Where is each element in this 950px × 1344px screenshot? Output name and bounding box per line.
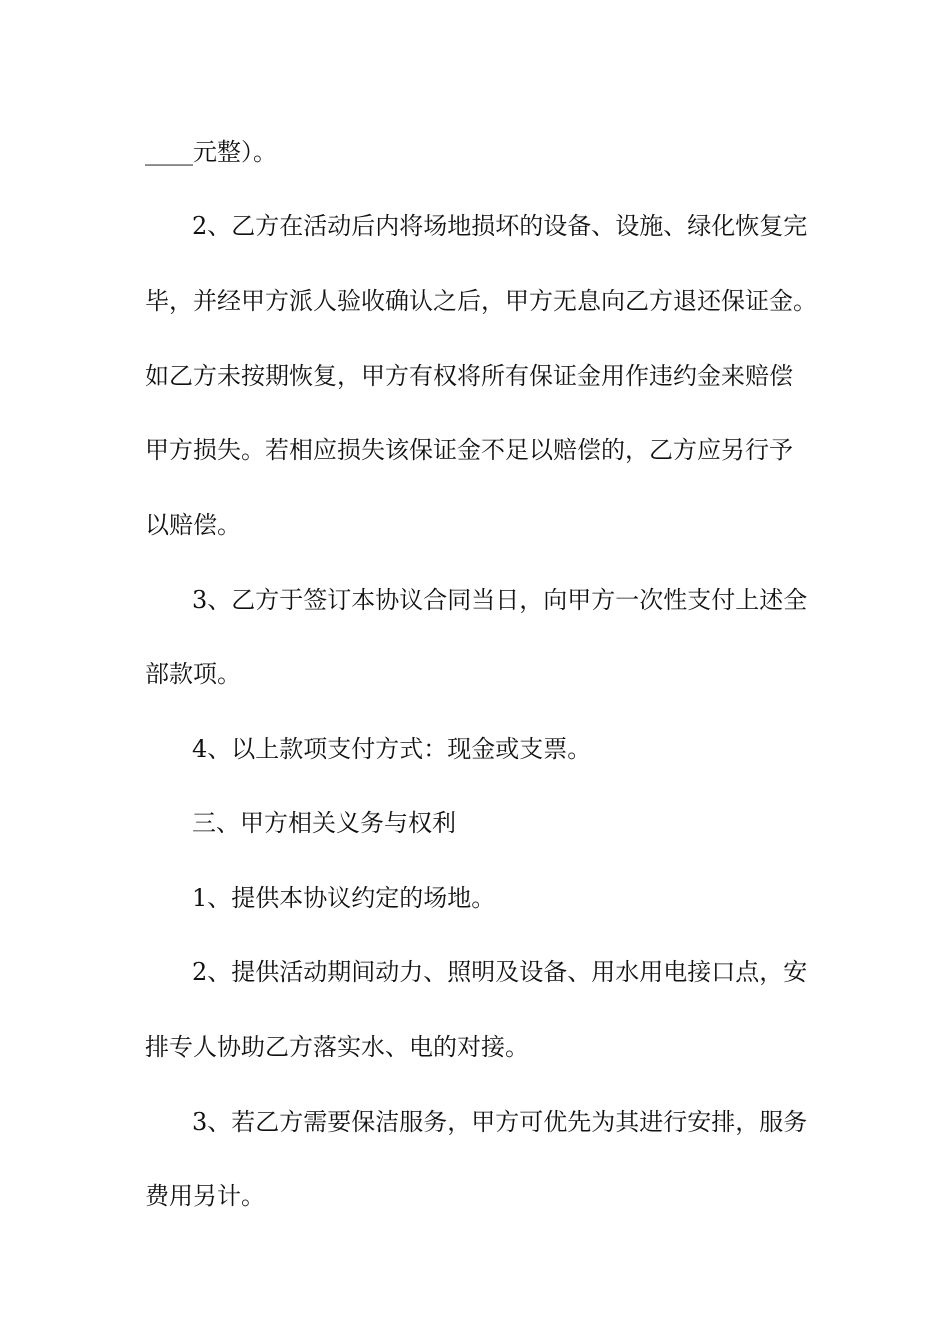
text-line-7: 3、乙方于签订本协议合同当日，向甲方一次性支付上述全 bbox=[192, 586, 808, 614]
text-line-13: 排专人协助乙方落实水、电的对接。 bbox=[145, 1033, 529, 1061]
text-line-14: 3、若乙方需要保洁服务，甲方可优先为其进行安排，服务 bbox=[192, 1108, 808, 1136]
text-line-1: ____元整）。 bbox=[145, 138, 277, 166]
section-heading: 三、甲方相关义务与权利 bbox=[192, 809, 456, 837]
text-line-2: 2、乙方在活动后内将场地损坏的设备、设施、绿化恢复完 bbox=[192, 212, 808, 240]
text-line-15: 费用另计。 bbox=[145, 1182, 265, 1210]
text-line-12: 2、提供活动期间动力、照明及设备、用水用电接口点，安 bbox=[192, 958, 808, 986]
text-line-11: 1、提供本协议约定的场地。 bbox=[192, 884, 496, 912]
text-line-4: 如乙方未按期恢复，甲方有权将所有保证金用作违约金来赔偿 bbox=[145, 362, 793, 390]
text-line-9: 4、以上款项支付方式：现金或支票。 bbox=[192, 735, 592, 763]
text-line-3: 毕，并经甲方派人验收确认之后，甲方无息向乙方退还保证金。 bbox=[145, 287, 817, 315]
text-line-5: 甲方损失。若相应损失该保证金不足以赔偿的，乙方应另行予 bbox=[145, 436, 793, 464]
text-line-8: 部款项。 bbox=[145, 660, 241, 688]
text-line-6: 以赔偿。 bbox=[145, 511, 241, 539]
